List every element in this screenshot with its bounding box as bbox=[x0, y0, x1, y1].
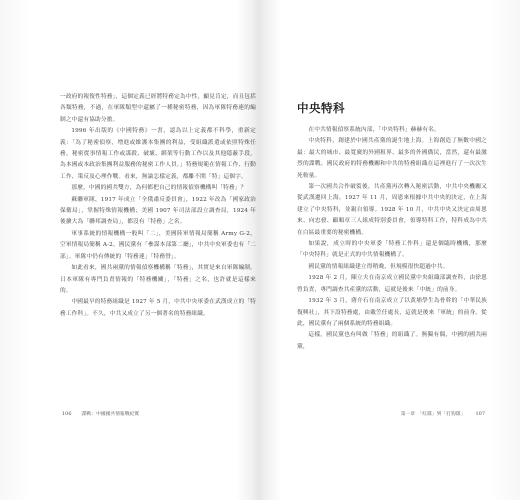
paragraph: 在中共情報偵察系統內部，「中央特科」赫赫有名。 bbox=[308, 127, 440, 133]
paragraph: 第一次國共合作破裂後，共產黨再次轉入秘密活動，中共中央機關又從武漢遷回上海。1927 年 11 月，周恩來根據中共中央的決定，在上海建立了中央特科，並親自領導。1928 年 10 月，中共中央又決定由周恩來、向忠發、顧順章三人組成特別委員會，領導特科工作，特科成為中共在白區最重要的秘密機構。 bbox=[297, 184, 487, 236]
paragraph: 中央特科，創建於中國共產黨的誕生地上海。上海創造了無數中國之最：最大的城市、最寬廣的外國租界、最多的外國僑民，當然，還有最激烈的諜戰。國民政府的特務機關和中共的特務組織在這裡進行了一次次生死較量。 bbox=[297, 138, 487, 179]
page-number: 107 bbox=[475, 411, 485, 417]
paragraph: 如果說，成立時的中央軍委「特務工作科」還是個臨時機構，那麼「中央特科」就是正式的中共情報機構了。 bbox=[297, 241, 487, 259]
left-page-body bbox=[60, 92, 256, 320]
paragraph: 中國最早的特務組織是 1927 年 5 月，中共中央軍委在武漢成立的「特務工作科」。不久，中共又成立了另一個著名的特務組織。 bbox=[60, 299, 256, 317]
paragraph: 1996 年出版的《中國特務》一書，認為以上定義都不科學，重新定義：「為了秘密偵察，增進或維護本集團的利益，受組織派遣或依照特殊任務，秘密從事情報工作或謀殺、破壞、綁架等行動工作以及其他隱蔽手段，為本國或本政治集團利益服務的秘密工作人員。」特務規範在情報工作、行動工作、策反及心理作戰。看來，無論怎樣定義，都離不開「特」這個字。 bbox=[60, 128, 256, 180]
right-page bbox=[260, 0, 520, 500]
paragraph: 1928 年 2 月，陳立夫在南京成立國民黨中央組織部調查科，由徐恩曾負責，專門調查共產黨的活動，這就是後來「中統」的前身。 bbox=[297, 275, 487, 293]
paragraph: 那麼，中國的國共雙方，為何都把自己的情報偵察機構叫「特務」？ bbox=[71, 185, 247, 192]
running-title: 諜戰：中國國共情報戰紀實 bbox=[81, 412, 140, 417]
paragraph: 國民黨的情報組織建立得稍晚，但規模很快超過中共。 bbox=[308, 263, 449, 270]
left-page-footer bbox=[62, 410, 139, 419]
running-chapter-title: 第一章 「紅隊」到「打狗隊」 bbox=[400, 412, 466, 417]
paragraph: 一政府的報復性特務」，這個定義已經將特務定為中性，顯見肯定，而且包括各類特務，不過，在軍隊類型中還屬了一種秘密特務，因為軍隊特務連的編制之中還有協助分擔。 bbox=[60, 94, 256, 123]
right-page-footer bbox=[401, 410, 485, 419]
paragraph: 1932 年 3 月，蔣介石在南京成立了以黃埔學生為骨幹的「中華民族復興社」，其下設特務處，由戴笠任處長，這就是後來「軍統」的前身。從此，國民黨有了兩個系統的特務組織。 bbox=[297, 298, 487, 327]
page-number: 106 bbox=[62, 411, 72, 417]
paragraph: 這樣，國民黨也有叫做「特務」的組織了。無獨有偶，中國的國共兩黨， bbox=[297, 332, 487, 350]
section-heading: 中央特科 bbox=[297, 101, 345, 115]
paragraph: 如此看來，國共兩黨的情報偵察機構稱「特務」，其實是來自軍隊編制。日本軍隊有專門負責情報的「特務機關」，「特務」之名，也許就是這樣來的。 bbox=[60, 265, 256, 294]
paragraph: 蘇聯軍隊，1917 年成立「全俄肅反委員會」，1922 年改為「國家政治保衛局」，掌握特殊情報機構；美國 1907 年司法部設立調查局，1924 年後擴大為「聯邦調查局」，都沒有「特務」之名。 bbox=[60, 196, 256, 226]
paragraph: 軍事系統的情報機構一般叫「二」，美國陸軍情報局簡稱 Army G-2，空軍情報局簡稱 A-2。國民黨有「參謀本部第二廳」，中共中央軍委也有「二部」。軍隊中仍有傳統的「特務連」「特務營」。 bbox=[60, 230, 257, 260]
right-page-body bbox=[297, 125, 487, 353]
